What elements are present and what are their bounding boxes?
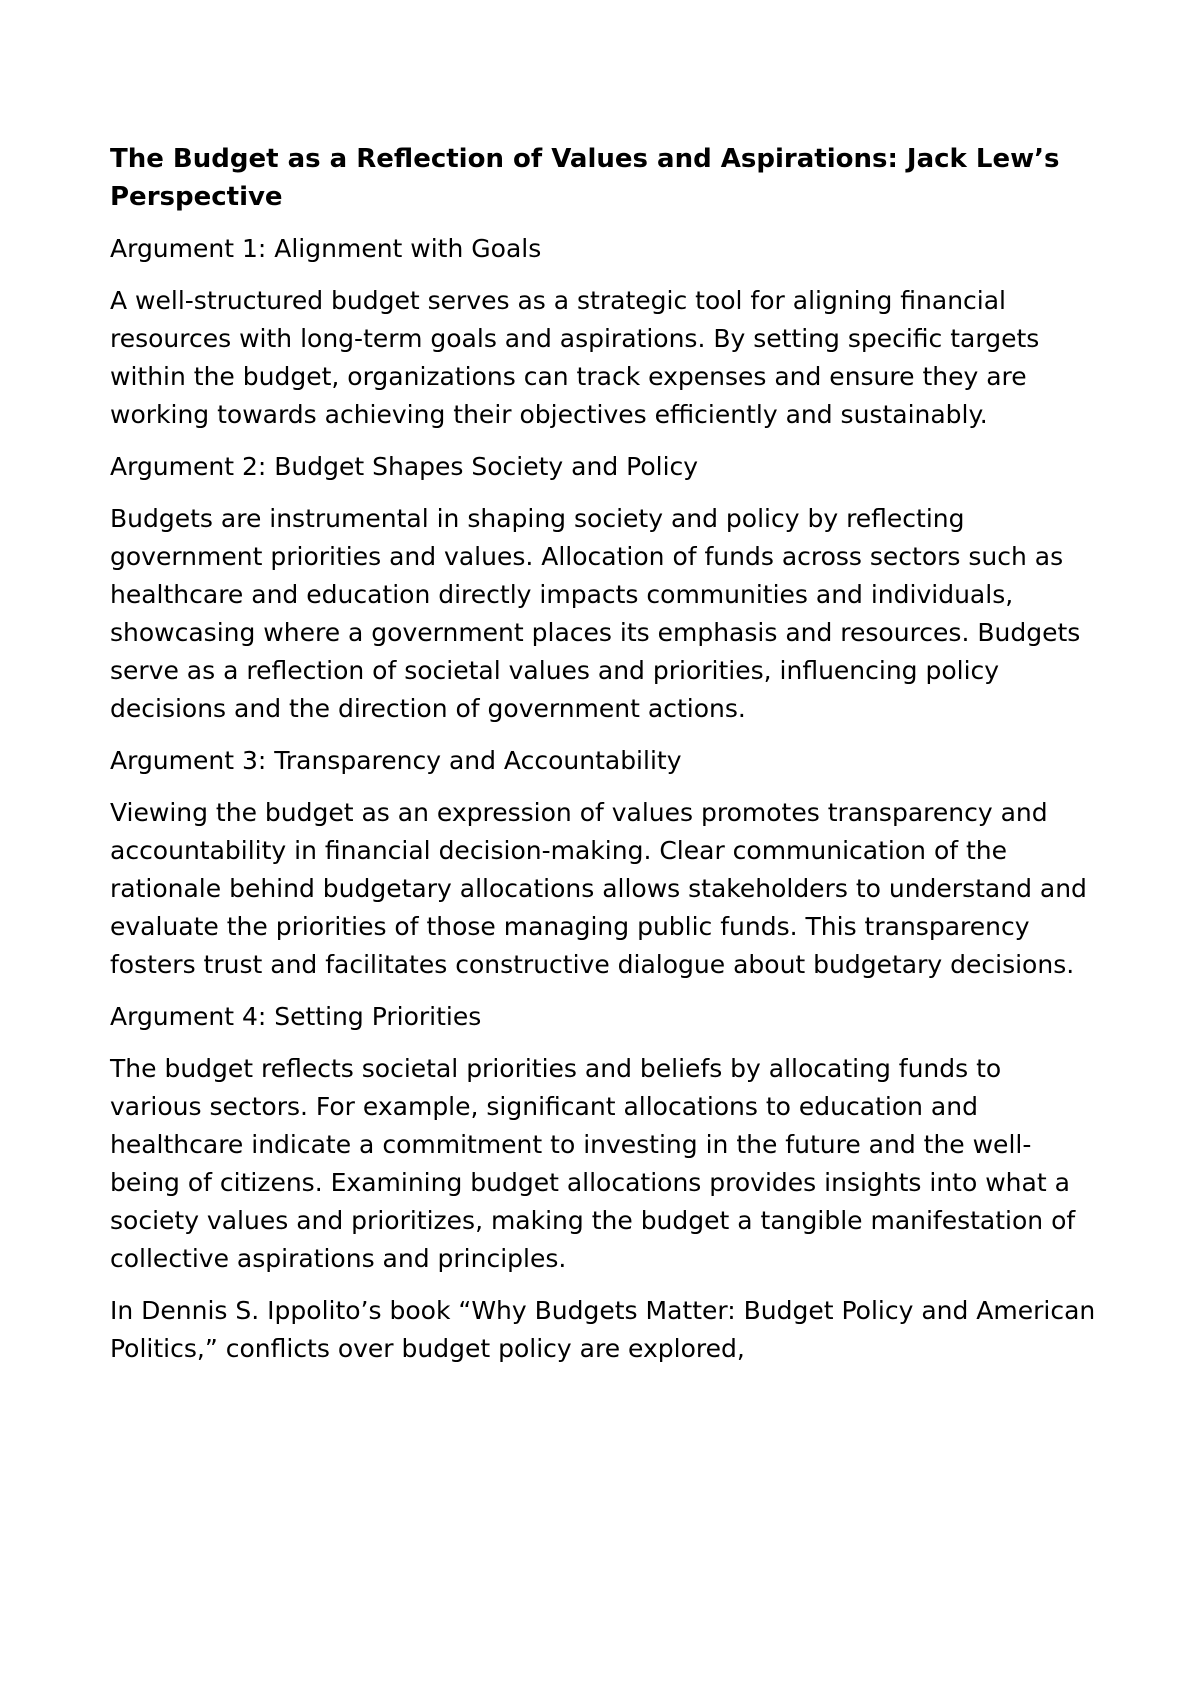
section-body-3: Viewing the budget as an expression of values promotes transparency and accountability in financial decision-making. Clear communication of the rationale behind budgetary allocations allows stakeholders to understand and evaluate the priorities of those managing public funds. This transparency fosters trust and facilitates constructive dialogue about budgetary decisions.: [110, 798, 1087, 979]
section-heading-1: Argument 1: Alignment with Goals: [110, 234, 542, 263]
section-heading-4: Argument 4: Setting Priorities: [110, 1002, 482, 1031]
document-page: [110, 140, 1100, 1382]
closing-paragraph: In Dennis S. Ippolito’s book “Why Budgets Matter: Budget Policy and American Politics,” conflicts over budget policy are explored,: [110, 1296, 1096, 1363]
section-body-4: The budget reflects societal priorities and beliefs by allocating funds to various sectors. For example, significant allocations to education and healthcare indicate a commitment to investing in the future and the well-being of citizens. Examining budget allocations provides insights into what a society values and prioritizes, making the budget a tangible manifestation of collective aspirations and principles.: [110, 1054, 1076, 1273]
section-heading-3: Argument 3: Transparency and Accountability: [110, 746, 682, 775]
document-title: The Budget as a Reflection of Values and Aspirations: Jack Lew’s Perspective: [110, 144, 1060, 212]
section-body-2: Budgets are instrumental in shaping society and policy by reflecting government priorities and values. Allocation of funds across sectors such as healthcare and education directly impacts communities and individuals, showcasing where a government places its emphasis and resources. Budgets serve as a reflection of societal values and priorities, influencing policy decisions and the direction of government actions.: [110, 504, 1081, 723]
section-heading-2: Argument 2: Budget Shapes Society and Policy: [110, 452, 699, 481]
section-body-1: A well-structured budget serves as a strategic tool for aligning financial resources with long-term goals and aspirations. By setting specific targets within the budget, organizations can track expenses and ensure they are working towards achieving their objectives efficiently and sustainably.: [110, 286, 1040, 429]
